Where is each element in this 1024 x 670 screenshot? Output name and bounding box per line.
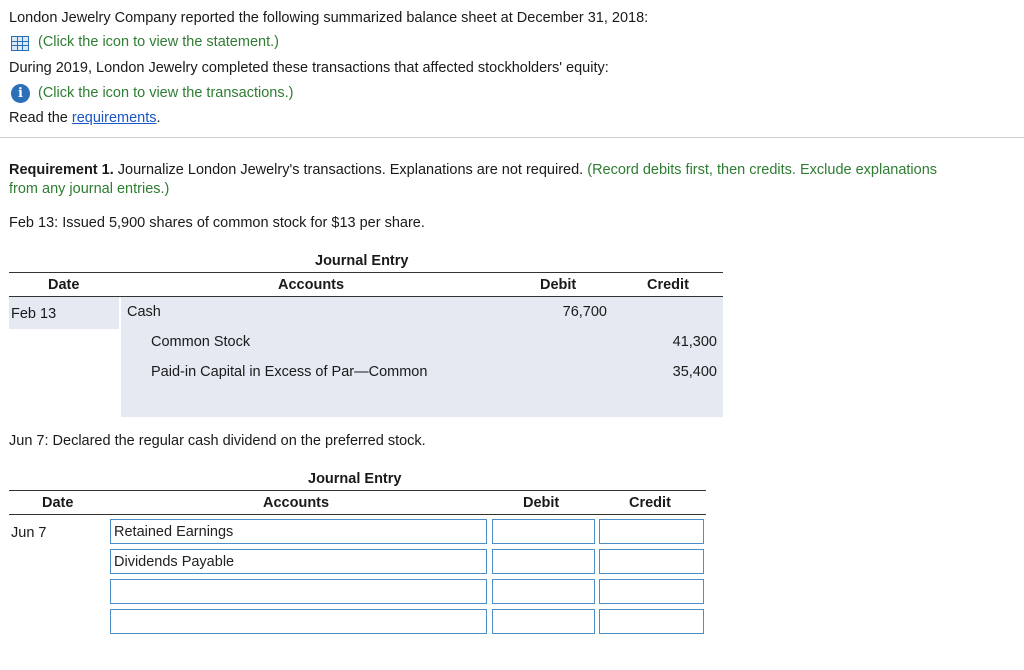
section-divider — [0, 137, 1024, 138]
entry1-header-accounts: Accounts — [278, 277, 345, 293]
entry1-date: Feb 13 — [11, 306, 57, 322]
entry2-row1-account-input[interactable] — [110, 519, 487, 544]
requirement-instruction-2: from any journal entries.) — [9, 181, 170, 197]
entry2-header-accounts: Accounts — [263, 495, 330, 511]
entry1-header-credit: Credit — [647, 277, 689, 293]
entry1-row2-account: Common Stock — [151, 334, 251, 350]
entry1-title: Journal Entry — [315, 253, 409, 269]
intro-transactions-text: During 2019, London Jewelry completed these transactions that affected stockholders' equity: — [9, 60, 609, 76]
entry2-row3-credit-input[interactable] — [599, 579, 704, 604]
entry2-header-debit: Debit — [523, 495, 560, 511]
entry2-header-credit: Credit — [629, 495, 671, 511]
entry2-row4-credit-input[interactable] — [599, 609, 704, 634]
entry1-row2-credit: 41,300 — [672, 334, 717, 350]
entry2-title: Journal Entry — [308, 471, 402, 487]
view-transactions-link[interactable]: (Click the icon to view the transactions.) — [38, 85, 294, 101]
read-requirements-line — [9, 110, 161, 126]
entry1-row3-account: Paid-in Capital in Excess of Par—Common — [151, 364, 428, 380]
entry2-header-rule — [9, 514, 706, 515]
view-statement-link[interactable]: (Click the icon to view the statement.) — [38, 34, 279, 50]
intro-balance-sheet-text: London Jewelry Company reported the following summarized balance sheet at December 31, 2018: — [9, 10, 649, 26]
entry1-row3-credit: 35,400 — [672, 364, 717, 380]
entry2-row3-account-input[interactable] — [110, 579, 487, 604]
entry1-row1-debit: 76,700 — [562, 304, 607, 320]
entry2-row4-account-input[interactable] — [110, 609, 487, 634]
entry2-row2-account-input[interactable] — [110, 549, 487, 574]
requirement-instruction-1: (Record debits first, then credits. Exclude explanations — [587, 162, 938, 178]
read-prefix: Read the — [9, 110, 72, 126]
entry2-row1-credit-input[interactable] — [599, 519, 704, 544]
entry2-date: Jun 7 — [11, 525, 47, 541]
entry2-top-rule — [9, 490, 706, 491]
spreadsheet-icon[interactable] — [11, 36, 29, 51]
entry2-header-date: Date — [42, 495, 74, 511]
entry2-row3-debit-input[interactable] — [492, 579, 595, 604]
entry1-header-date: Date — [48, 277, 80, 293]
entry2-row1-debit-input[interactable] — [492, 519, 595, 544]
entry2-row2-credit-input[interactable] — [599, 549, 704, 574]
entry2-row4-debit-input[interactable] — [492, 609, 595, 634]
requirement-label: Requirement 1. — [9, 162, 114, 178]
entry1-top-rule — [9, 272, 723, 273]
entry1-header-debit: Debit — [540, 277, 577, 293]
entry1-body — [121, 297, 723, 417]
entry1-prompt: Feb 13: Issued 5,900 shares of common stock for $13 per share. — [9, 215, 425, 231]
read-suffix: . — [156, 110, 161, 126]
requirement-text: Journalize London Jewelry's transactions. Explanations are not required. — [113, 162, 588, 178]
requirements-link[interactable]: requirements — [71, 110, 157, 126]
entry2-prompt: Jun 7: Declared the regular cash dividend on the preferred stock. — [9, 433, 426, 449]
info-icon[interactable]: i — [11, 84, 30, 103]
entry1-row1-account: Cash — [127, 304, 161, 320]
requirement-line-1 — [9, 162, 937, 178]
entry2-row2-debit-input[interactable] — [492, 549, 595, 574]
